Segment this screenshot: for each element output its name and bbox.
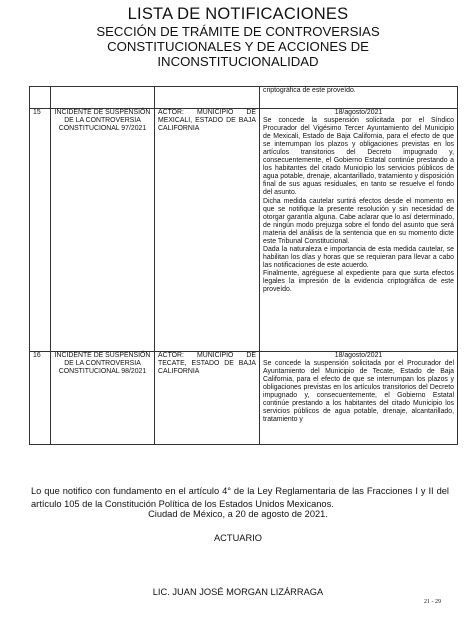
actor-cell <box>155 87 260 109</box>
detail-paragraph: Finalmente, agréguese al expediente para que surta efectos legales la impresión de la evidencia criptográfica de este proveído. <box>263 269 454 294</box>
table-row <box>30 109 458 352</box>
actor-label: ACTOR: MUNICIPIO DE TECATE, ESTADO DE BAJA CALIFORNIA <box>155 352 260 445</box>
detail-paragraph: Dada la naturaleza e importancia de esta medida cautelar, se habilitan los días y horas que se requieran para llevar a cabo las notificaciones de este acuerdo. <box>263 245 454 269</box>
actor-label: ACTOR: MUNICIPIO DE MEXICALI, ESTADO DE BAJA CALIFORNIA <box>155 109 260 352</box>
detail-cell <box>260 109 458 352</box>
section-title-line-1: SECCIÓN DE TRÁMITE DE CONTROVERSIAS <box>96 24 380 39</box>
section-title-line-2: CONSTITUCIONALES Y DE ACCIONES DE <box>107 39 369 54</box>
signer-name: LIC. JUAN JOSÉ MORGAN LIZÁRRAGA <box>152 587 324 597</box>
resolution-date: 18/agosto/2021 <box>334 109 383 116</box>
detail-paragraph: Dicha medida cautelar surtirá efectos desde el momento en que se notifique la presente resolución y sin necesidad de otorgar garantía alguna. Cabe aclarar que lo así determinado, de ningún modo prejuzga sobre el fondo del asunto que será materia del análisis de la sentencia que en su momento dicte este Tribunal Constitucional. <box>263 197 454 245</box>
detail-paragraph: Se concede la suspensión solicitada por el Procurador del Ayuntamiento del Municipio de Tecate, Estado de Baja California, para el efecto de que se interrumpan los plazos y obligaciones previstas en los artículos transitorios del Decreto impugnado y, consecuentemente, el Gobierno Estatal continúe prestando a los habitantes del citado Municipio los servicios públicos de agua potable, drenaje, alcantarillado, tratamiento y <box>263 360 454 424</box>
detail-paragraph: Se concede la suspensión solicitada por el Síndico Procurador del Vigésimo Tercer Ayuntamiento del Municipio de Mexicali, Estado de Baja California, para el efecto de que se interrumpan los plazos y obligaciones previstas en los artículos transitorios del Decreto impugnado y, consecuentemente, el Gobierno Estatal continúe prestando a los habitantes del citado Municipio los servicios públicos de agua potable, drenaje, alcantarillado, tratamiento y disposición final de sus aguas residuales, en tanto se resuelve el fondo del asunto. <box>263 117 454 197</box>
table-row <box>30 352 458 445</box>
detail-cell <box>260 352 458 445</box>
incident-cell <box>51 87 155 109</box>
notifications-table <box>29 86 458 445</box>
city-date: Ciudad de México, a 20 de agosto de 2021. <box>148 509 328 519</box>
detail-cell: criptográfica de este proveído. <box>260 87 458 109</box>
signer-role: ACTUARIO <box>213 533 263 543</box>
section-title-line-3: INCONSTITUCIONALIDAD <box>157 54 319 69</box>
resolution-date: 18/agosto/2021 <box>334 352 383 359</box>
number-cell <box>30 87 51 109</box>
table-row-continued <box>30 87 458 109</box>
row-number: 16 <box>30 352 51 445</box>
incident-label: INCIDENTE DE SUSPENSIÓN DE LA CONTROVERSIA CONSTITUCIONAL 97/2021 <box>51 109 155 352</box>
legal-notice: Lo que notifico con fundamento en el artículo 4° de la Ley Reglamentaria de las Fracciones I y II del artículo 105 de la Constitución Política de los Estados Unidos Mexicanos. <box>31 486 449 509</box>
incident-label: INCIDENTE DE SUSPENSIÓN DE LA CONTROVERSIA CONSTITUCIONAL 98/2021 <box>51 352 155 445</box>
list-title: LISTA DE NOTIFICACIONES <box>127 5 349 23</box>
page-number: 21 - 29 <box>424 599 441 605</box>
row-number: 15 <box>30 109 51 352</box>
